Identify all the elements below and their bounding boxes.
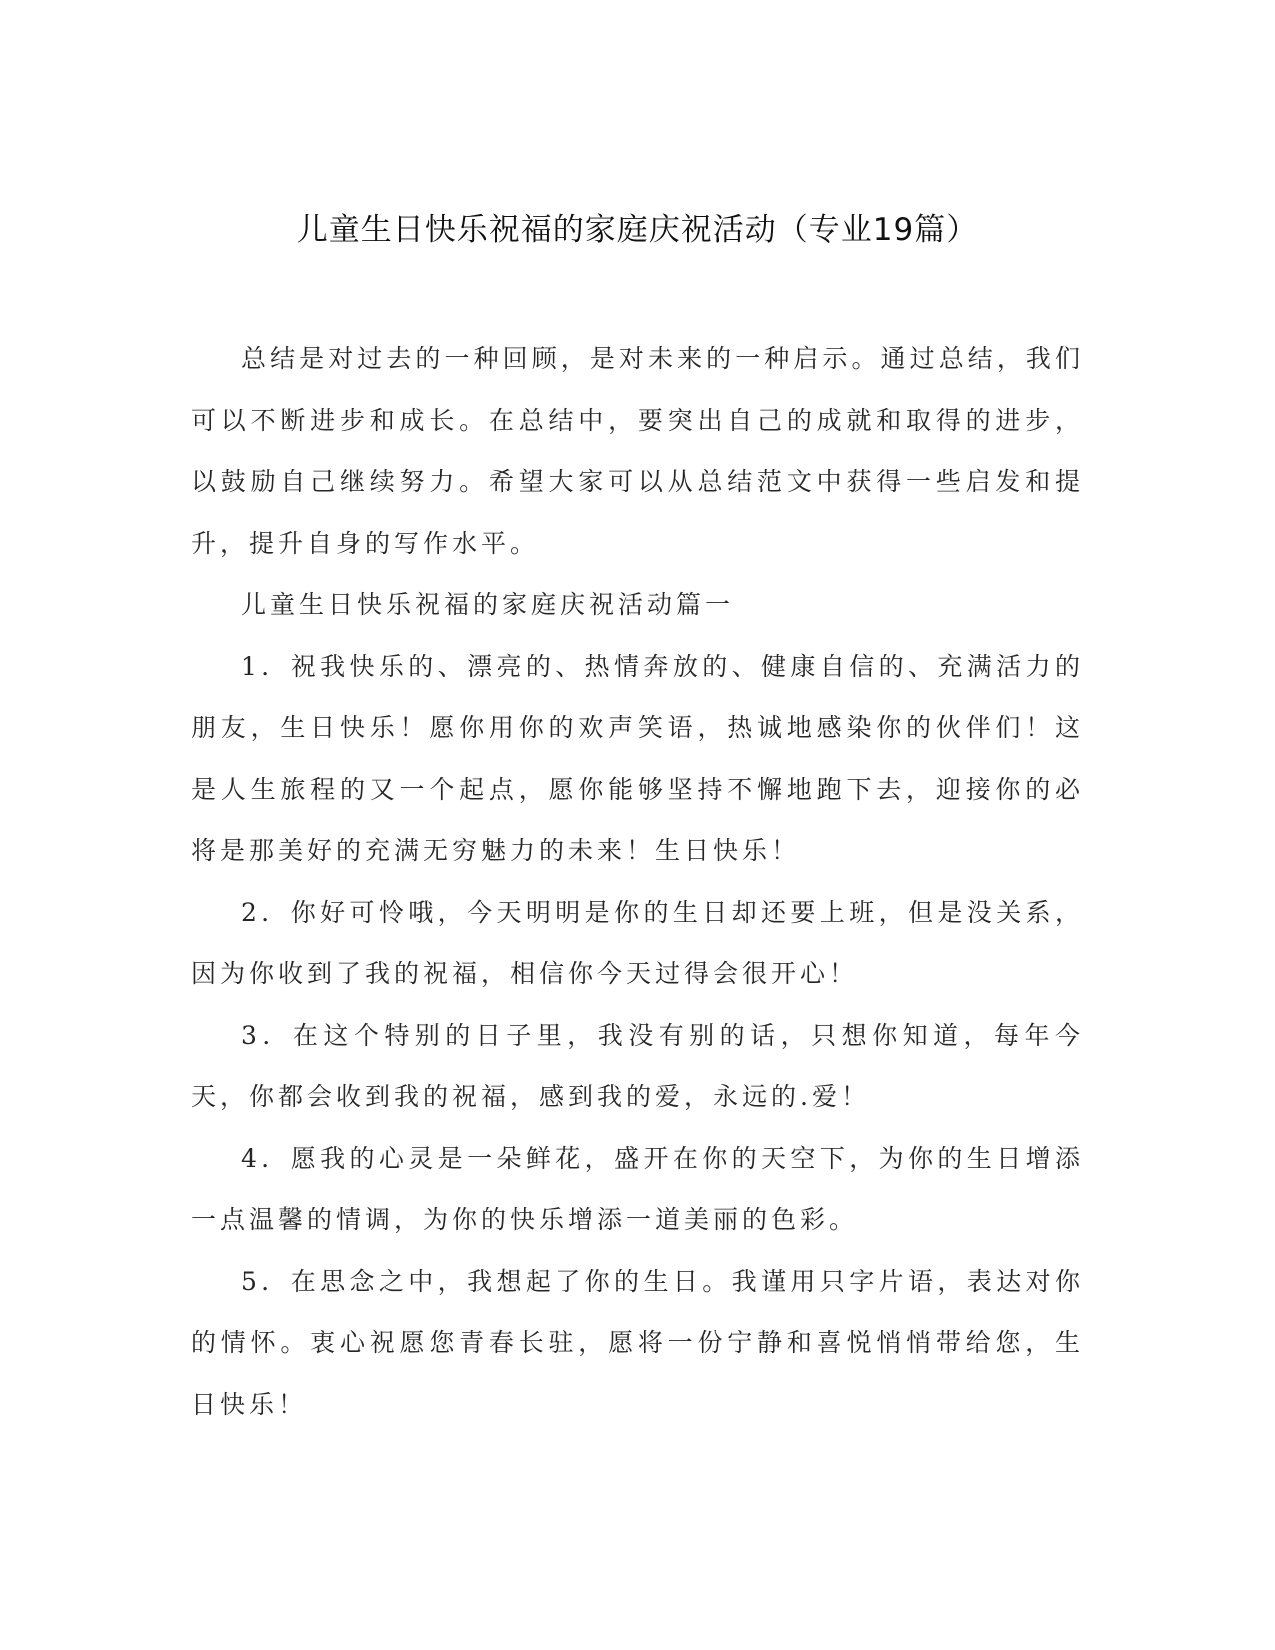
document-body [191,328,1084,1435]
wish-item-5: 5．在思念之中，我想起了你的生日。我谨用只字片语，表达对你的情怀。衷心祝愿您青春长驻，愿将一份宁静和喜悦悄悄带给您，生日快乐！ [191,1266,1084,1419]
intro-paragraph: 总结是对过去的一种回顾，是对未来的一种启示。通过总结，我们可以不断进步和成长。在总结中，要突出自己的成就和取得的进步，以鼓励自己继续努力。希望大家可以从总结范文中获得一些启发和提升，提升自身的写作水平。 [191,344,1084,558]
section-heading: 儿童生日快乐祝福的家庭庆祝活动篇一 [241,590,735,619]
document-title: 儿童生日快乐祝福的家庭庆祝活动（专业19篇） [296,212,979,248]
wish-item-3: 3．在这个特别的日子里，我没有别的话，只想你知道，每年今天，你都会收到我的祝福，感到我的爱，永远的.爱！ [191,1020,1084,1111]
wish-item-1: 1．祝我快乐的、漂亮的、热情奔放的、健康自信的、充满活力的朋友，生日快乐！愿你用你的欢声笑语，热诚地感染你的伙伴们！这是人生旅程的又一个起点，愿你能够坚持不懈地跑下去，迎接你的必将是那美好的充满无穷魅力的未来！生日快乐！ [191,651,1084,865]
wish-item-4: 4．愿我的心灵是一朵鲜花，盛开在你的天空下，为你的生日增添一点温馨的情调，为你的快乐增添一道美丽的色彩。 [191,1143,1084,1234]
wish-item-2: 2．你好可怜哦，今天明明是你的生日却还要上班，但是没关系，因为你收到了我的祝福，相信你今天过得会很开心！ [191,897,1084,988]
